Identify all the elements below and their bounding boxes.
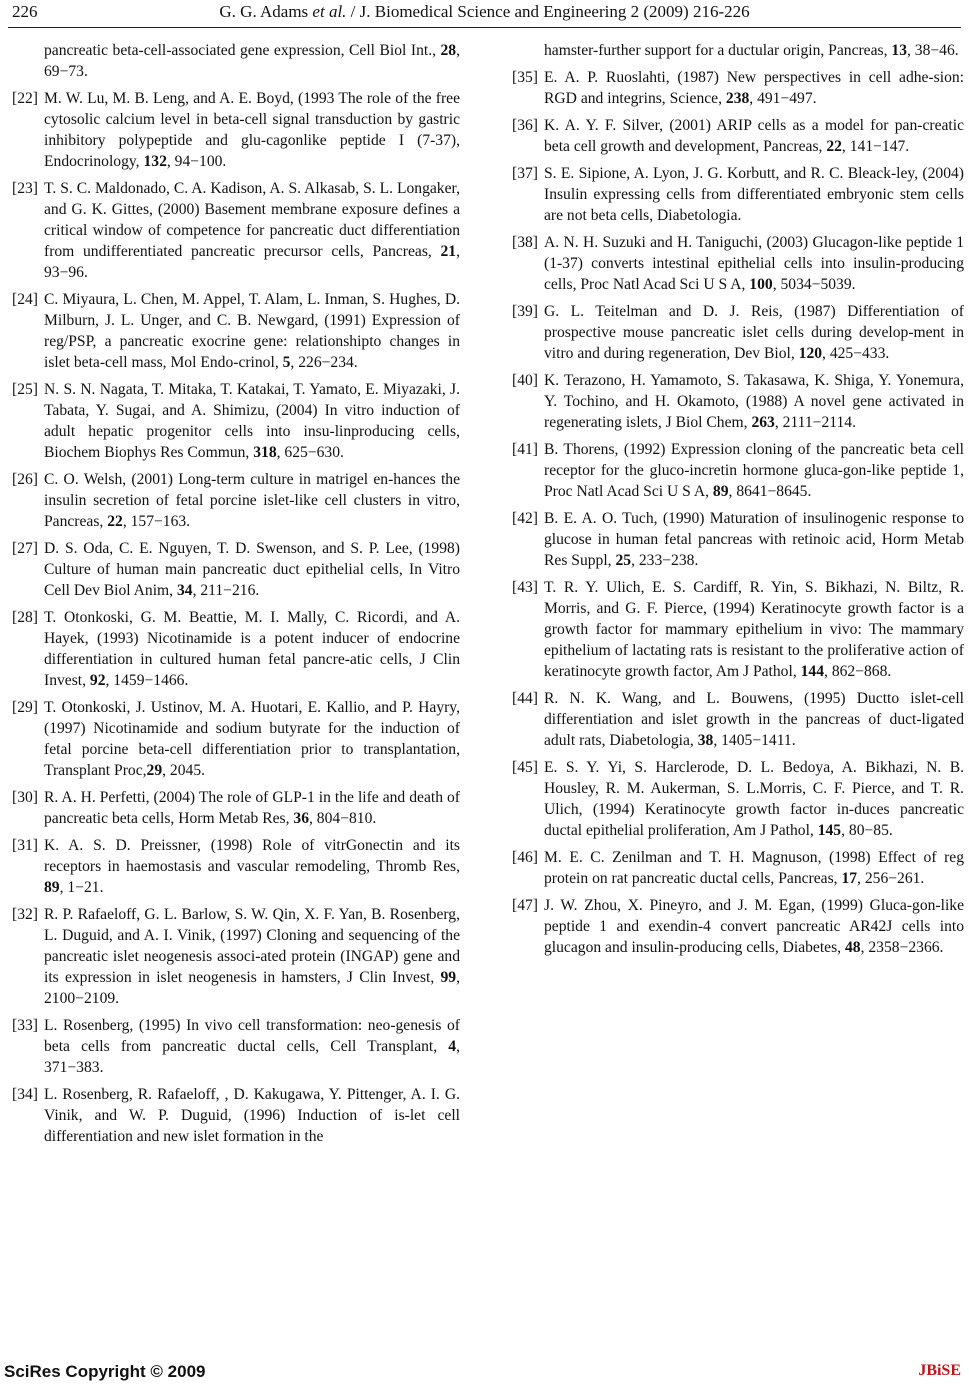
reference-number: [44] (512, 690, 538, 707)
reference-text: K. A. Y. F. Silver, (2001) ARIP cells as a model for pan-creatic beta cell growth and development, Pancreas, (544, 117, 964, 155)
running-title-authors: G. G. Adams (219, 2, 313, 21)
footer-journal-logo: JBiSE (918, 1362, 961, 1379)
reference-text: C. Miyaura, L. Chen, M. Appel, T. Alam, L. Inman, S. Hughes, D. Milburn, J. L. Unger, and C. B. Newgard, (1991) Expression of reg/PSP, a pancreatic exocrine gene: relationshipto changes in islet beta-cell mass, Mol Endo-crinol, (44, 291, 460, 371)
reference-text: B. E. A. O. Tuch, (1990) Maturation of insulinogenic response to glucose in human fetal pancreas with retinoic acid, Horm Metab Res Suppl, (544, 510, 964, 569)
reference-text: J. W. Zhou, X. Pineyro, and J. M. Egan, (1999) Gluca-gon-like peptide 1 and exendin-4 convert pancreatic AR42J cells into glucagon and insulin-producing cells, Diabetes, (544, 897, 964, 956)
reference-text: , 862−868. (824, 663, 892, 680)
reference-number: [47] (512, 897, 538, 914)
reference-volume: 89 (712, 483, 729, 500)
reference-volume: 25 (615, 552, 632, 569)
reference-text: R. N. K. Wang, and L. Bouwens, (1995) Ductto islet-cell differentiation and islet growth in the pancreas of duct-ligated adult rats, Diabetologia, (544, 690, 964, 749)
reference-number: [38] (512, 234, 538, 251)
reference-text: E. S. Y. Yi, S. Harclerode, D. L. Bedoya, A. Bikhazi, N. B. Housley, R. M. Aukerman, S. L.Morris, C. F. Pierce, and T. R. Ulich, (1994) Keratinocyte growth factor in-duces pancreatic ductal epithelial proliferation, Am J Pathol, (544, 759, 964, 839)
reference-volume: 29 (146, 762, 163, 779)
reference-volume: 318 (253, 444, 277, 461)
reference-text: K. A. S. D. Preissner, (1998) Role of vitrGonectin and its receptors in haemostasis and vascular remodeling, Thromb Res, (44, 837, 460, 875)
reference-text: , 94−100. (166, 153, 227, 170)
reference-text: K. Terazono, H. Yamamoto, S. Takasawa, K. Shiga, Y. Yonemura, Y. Tochino, and H. Okamoto, (1988) A novel gene activated in regenerating islets, J Biol Chem, (544, 372, 964, 431)
reference-entry (12, 538, 460, 601)
reference-volume: 28 (440, 42, 457, 59)
reference-number: [46] (512, 849, 538, 866)
reference-entry (512, 115, 964, 157)
reference-number: [25] (12, 381, 38, 398)
reference-text: M. W. Lu, M. B. Leng, and A. E. Boyd, (1993 The role of the free cytosolic calcium level in beta-cell signal transduction by gastric inhibitory polypeptide and glu-cagonlike peptide I (7-37), Endocrinology, (44, 90, 460, 170)
reference-number: [42] (512, 510, 538, 527)
reference-number: [40] (512, 372, 538, 389)
reference-text: , 2111−2114. (774, 414, 856, 431)
reference-entry (12, 1015, 460, 1078)
reference-entry (12, 40, 460, 82)
reference-number: [26] (12, 471, 38, 488)
reference-text: T. S. C. Maldonado, C. A. Kadison, A. S. Alkasab, S. L. Longaker, and G. K. Gittes, (2000) Basement membrane exposure defines a critical window of competence for pancreatic duct differentiation from undifferentiated pancreatic precursor cells, Pancreas, (44, 180, 460, 260)
reference-number: [34] (12, 1086, 38, 1103)
reference-entry (12, 835, 460, 898)
reference-text: , 233−238. (631, 552, 699, 569)
reference-column-left (12, 40, 460, 1153)
reference-text: , 2358−2366. (860, 939, 944, 956)
reference-column-right (512, 40, 964, 964)
reference-text: T. Otonkoski, G. M. Beattie, M. I. Mally, C. Ricordi, and A. Hayek, (1993) Nicotinamide is a potent inducer of endocrine differentiation in cultured human fetal pancre-atic cells, J Clin Invest, (44, 609, 460, 689)
reference-text: , 38−46. (907, 42, 959, 59)
reference-entry (12, 469, 460, 532)
reference-volume: 263 (751, 414, 775, 431)
reference-volume: 38 (697, 732, 714, 749)
reference-entry (512, 688, 964, 751)
reference-volume: 22 (826, 138, 842, 155)
reference-text: S. E. Sipione, A. Lyon, J. G. Korbutt, and R. C. Bleack-ley, (2004) Insulin expressing cells from differentiated embryonic stem cells are not beta cells, Diabetologia. (544, 165, 964, 224)
reference-text: , 256−261. (857, 870, 925, 887)
reference-text: , 1459−1466. (105, 672, 189, 689)
reference-text: L. Rosenberg, (1995) In vivo cell transformation: neo-genesis of beta cells from pancreatic ductal cells, Cell Transplant, (44, 1017, 460, 1055)
reference-text: , 80−85. (841, 822, 893, 839)
reference-entry (12, 697, 460, 781)
header-rule (8, 27, 961, 28)
reference-number: [29] (12, 699, 38, 716)
reference-volume: 92 (89, 672, 106, 689)
reference-text: , 625−630. (276, 444, 344, 461)
reference-text: , 2045. (162, 762, 206, 779)
reference-entry (512, 40, 964, 61)
reference-text: pancreatic beta-cell-associated gene expression, Cell Biol Int., (44, 42, 441, 59)
reference-volume: 21 (440, 243, 457, 260)
reference-entry (12, 904, 460, 1009)
reference-text: A. N. H. Suzuki and H. Taniguchi, (2003) Glucagon-like peptide 1 (1-37) converts intestinal epithelial cells into insulin-producing cells, Proc Natl Acad Sci U S A, (544, 234, 964, 293)
reference-number: [27] (12, 540, 38, 557)
reference-volume: 13 (891, 42, 907, 59)
reference-text: L. Rosenberg, R. Rafaeloff, , D. Kakugawa, Y. Pittenger, A. I. G. Vinik, and W. P. Duguid, (1996) Induction of is-let cell differentiation and new islet formation in the (44, 1086, 460, 1145)
reference-text: N. S. N. Nagata, T. Mitaka, T. Katakai, T. Yamato, E. Miyazaki, J. Tabata, Y. Sugai, and A. Shimizu, (2004) In vitro induction of adult hepatic progenitor cells into insu-linproducing cells, Biochem Biophys Res Commun, (44, 381, 460, 461)
reference-entry (512, 370, 964, 433)
reference-volume: 144 (800, 663, 825, 680)
reference-entry (512, 757, 964, 841)
reference-entry (512, 67, 964, 109)
reference-number: [30] (12, 789, 38, 806)
reference-text: , 141−147. (841, 138, 910, 155)
reference-number: [32] (12, 906, 38, 923)
reference-number: [28] (12, 609, 38, 626)
reference-number: [36] (512, 117, 538, 134)
reference-text: , 1405−1411. (713, 732, 796, 749)
reference-text: , 211−216. (192, 582, 260, 599)
reference-volume: 145 (817, 822, 842, 839)
reference-volume: 17 (841, 870, 858, 887)
reference-entry (512, 577, 964, 682)
reference-text: , 425−433. (822, 345, 890, 362)
reference-text: R. A. H. Perfetti, (2004) The role of GLP-1 in the life and death of pancreatic beta cells, Horm Metab Res, (44, 789, 460, 827)
reference-entry (512, 439, 964, 502)
reference-entry (12, 1084, 460, 1147)
reference-volume: 34 (176, 582, 193, 599)
reference-text: T. Otonkoski, J. Ustinov, M. A. Huotari, E. Kallio, and P. Hayry, (1997) Nicotinamide and sodium butyrate for the induction of fetal porcine beta-cell differentiation prior to transplantation, Transplant Proc, (44, 699, 460, 779)
reference-entry (12, 88, 460, 172)
reference-text: T. R. Y. Ulich, E. S. Cardiff, R. Yin, S. Bikhazi, N. Biltz, R. Morris, and G. F. Pierce, (1994) Keratinocyte growth factor is a growth factor for mammary epithelium in vivo: The mammary epithelium of lactating rats is resistant to the proliferative action of keratinocyte growth factor, Am J Pathol, (544, 579, 964, 680)
reference-volume: 22 (107, 513, 123, 530)
reference-entry (512, 232, 964, 295)
footer-copyright: SciRes Copyright © 2009 (4, 1362, 206, 1381)
reference-volume: 238 (725, 90, 750, 107)
reference-volume: 48 (844, 939, 861, 956)
reference-entry (12, 289, 460, 373)
reference-volume: 5 (282, 354, 291, 371)
reference-text: G. L. Teitelman and D. J. Reis, (1987) Differentiation of prospective mouse pancreatic islet cells during develop-ment in vitro and during regeneration, Dev Biol, (544, 303, 964, 362)
reference-text: D. S. Oda, C. E. Nguyen, T. D. Swenson, and S. P. Lee, (1998) Culture of human main pancreatic duct epithelial cells, In Vitro Cell Dev Biol Anim, (44, 540, 460, 599)
reference-text: E. A. P. Ruoslahti, (1987) New perspectives in cell adhe-sion: RGD and integrins, Science, (544, 69, 964, 107)
page-header (0, 0, 969, 26)
reference-number: [43] (512, 579, 538, 596)
reference-entry (12, 607, 460, 691)
reference-text: R. P. Rafaeloff, G. L. Barlow, S. W. Qin, X. F. Yan, B. Rosenberg, L. Duguid, and A. I. Vinik, (1997) Cloning and sequencing of the pancreatic islet neogenesis associ-ated protein (INGAP) gene and its expression in islet neogenesis in hamsters, J Clin Invest, (44, 906, 460, 986)
reference-number: [24] (12, 291, 38, 308)
reference-number: [23] (12, 180, 38, 197)
page-number: 226 (12, 2, 38, 21)
reference-text: B. Thorens, (1992) Expression cloning of the pancreatic beta cell receptor for the gluco-incretin hormone gluca-gon-like peptide 1, Proc Natl Acad Sci U S A, (544, 441, 964, 500)
reference-entry (512, 163, 964, 226)
reference-number: [22] (12, 90, 38, 107)
reference-text: , 371−383. (44, 1038, 460, 1076)
reference-volume: 4 (448, 1038, 457, 1055)
reference-entry (512, 895, 964, 958)
reference-entry (512, 301, 964, 364)
reference-text: , 5034−5039. (772, 276, 856, 293)
reference-number: [45] (512, 759, 538, 776)
running-title-etal: et al. (312, 2, 347, 21)
reference-entry (512, 847, 964, 889)
running-title (0, 2, 969, 22)
reference-number: [35] (512, 69, 538, 86)
reference-volume: 89 (44, 879, 60, 896)
reference-volume: 120 (798, 345, 823, 362)
reference-text: C. O. Welsh, (2001) Long-term culture in matrigel en-hances the insulin secretion of fetal porcine islet-like cell clusters in vitro, Pancreas, (44, 471, 460, 530)
reference-text: , 1−21. (59, 879, 104, 896)
reference-volume: 36 (293, 810, 309, 827)
reference-number: [41] (512, 441, 538, 458)
reference-text: , 8641−8645. (728, 483, 812, 500)
reference-number: [39] (512, 303, 538, 320)
reference-text: , 93−96. (44, 243, 460, 281)
reference-number: [37] (512, 165, 538, 182)
reference-entry (512, 508, 964, 571)
reference-volume: 99 (440, 969, 457, 986)
reference-text: M. E. C. Zenilman and T. H. Magnuson, (1998) Effect of reg protein on rat pancreatic ductal cells, Pancreas, (544, 849, 964, 887)
reference-text: , 157−163. (122, 513, 191, 530)
reference-entry (12, 178, 460, 283)
reference-text: , 69−73. (44, 42, 460, 80)
reference-entry (12, 787, 460, 829)
reference-text: , 491−497. (749, 90, 817, 107)
reference-number: [31] (12, 837, 38, 854)
reference-volume: 100 (749, 276, 773, 293)
reference-text: , 226−234. (290, 354, 358, 371)
reference-volume: 132 (143, 153, 167, 170)
reference-text: , 2100−2109. (44, 969, 460, 1007)
reference-text: , 804−810. (309, 810, 377, 827)
running-title-journal: / J. Biomedical Science and Engineering 2 (2009) 216-226 (346, 2, 750, 21)
reference-entry (12, 379, 460, 463)
reference-text: hamster-further support for a ductular origin, Pancreas, (544, 42, 892, 59)
reference-number: [33] (12, 1017, 38, 1034)
